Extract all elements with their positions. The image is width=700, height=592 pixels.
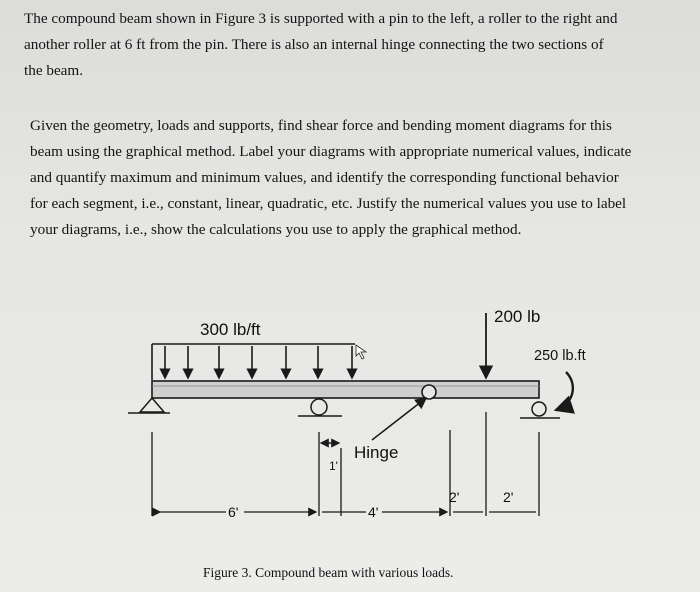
distributed-load-label: 300 lb/ft	[200, 320, 261, 339]
point-load-label: 200 lb	[494, 307, 541, 326]
roller-support-middle	[298, 399, 342, 416]
text-line: and quantify maximum and minimum values, and identify the corresponding functional behavior	[30, 169, 619, 186]
text-line: for each segment, i.e., constant, linear, quadratic, etc. Justify the numerical values you use to label	[30, 195, 627, 212]
roller-support-right	[520, 402, 560, 418]
cursor-icon	[356, 345, 366, 359]
moment-arrow	[556, 372, 573, 410]
dimension-hinge-offset: 1'	[329, 459, 338, 473]
dimension-span-b: 4'	[368, 504, 379, 520]
text-line: the beam.	[24, 62, 84, 79]
text-line: another roller at 6 ft from the pin. There is also an internal hinge connecting the two sections of	[24, 36, 604, 53]
dimension-lines	[152, 412, 539, 516]
hinge-label: Hinge	[354, 443, 399, 462]
beam	[152, 381, 539, 398]
text-line: your diagrams, i.e., show the calculations you use to apply the graphical method.	[30, 221, 522, 238]
distributed-load	[152, 344, 355, 380]
hinge	[422, 385, 436, 399]
pin-support	[128, 398, 170, 413]
moment-label: 250 lb.ft	[534, 348, 586, 364]
text-line: The compound beam shown in Figure 3 is supported with a pin to the left, a roller to the right and	[24, 10, 618, 27]
hinge-pointer	[372, 398, 426, 440]
dimension-span-a: 6'	[228, 504, 239, 520]
dimension-span-c: 2'	[449, 489, 460, 505]
text-line: beam using the graphical method. Label your diagrams with appropriate numerical values, indicate	[30, 143, 632, 160]
figure-caption: Figure 3. Compound beam with various loads.	[203, 565, 454, 580]
dimension-span-d: 2'	[503, 489, 514, 505]
text-line: Given the geometry, loads and supports, find shear force and bending moment diagrams for this	[30, 117, 612, 134]
